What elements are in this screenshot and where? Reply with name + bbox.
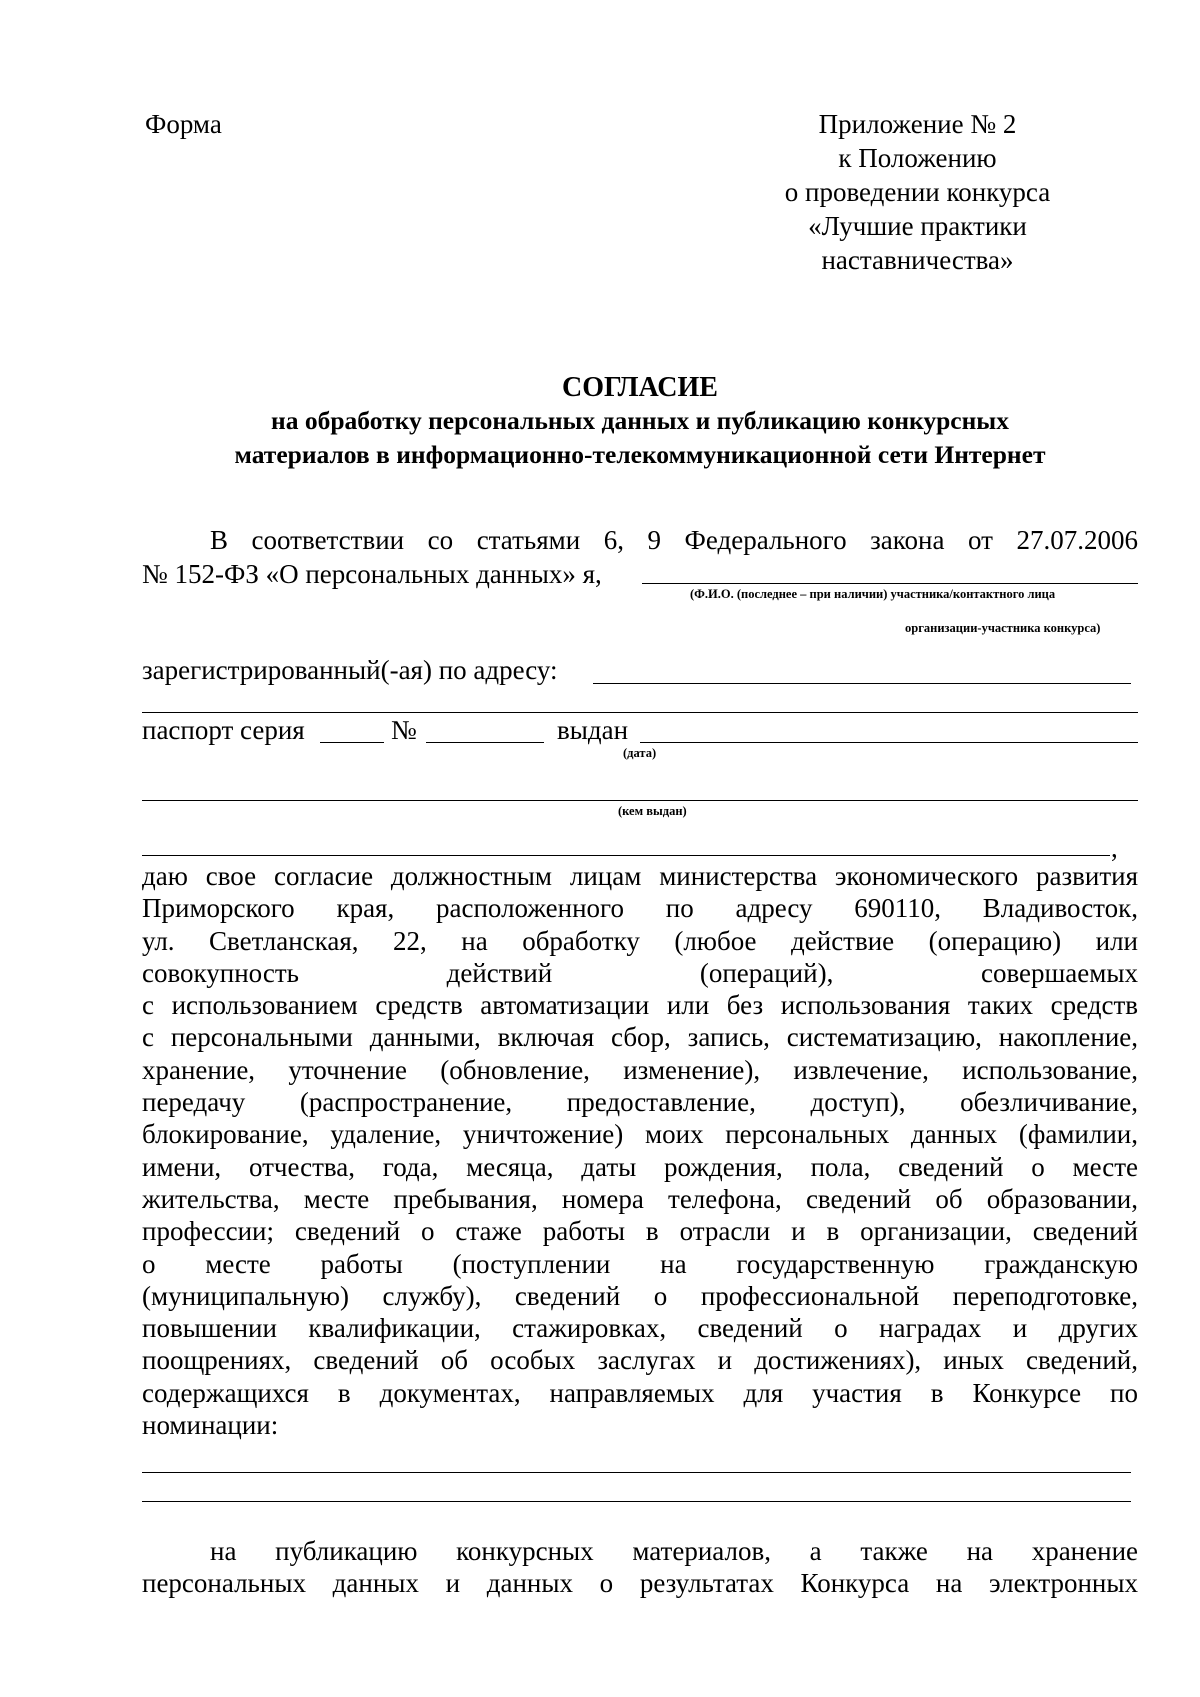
document-subtitle: на обработку персональных данных и публикацию конкурсных (271, 406, 1009, 435)
intro-line: № 152-ФЗ «О персональных данных» я, (142, 559, 602, 589)
consent-line: содержащихся в документах, направляемых для участия в Конкурсе по (142, 1377, 1138, 1408)
nomination-field-line-2[interactable] (142, 1501, 1131, 1502)
nomination-field-line[interactable] (142, 1472, 1131, 1473)
consent-line: с использованием средств автоматизации или без использования таких средств (142, 990, 1138, 1021)
address-label: зарегистрированный(-ая) по адресу: (142, 655, 558, 685)
consent-line: жительства, месте пребывания, номера телефона, сведений об образовании, (142, 1183, 1138, 1214)
passport-date-field[interactable] (640, 742, 1138, 743)
consent-line: блокирование, удаление, уничтожение) моих персональных данных (фамилии, (142, 1119, 1138, 1150)
consent-line: (муниципальную) службу), сведений о профессиональной переподготовке, (142, 1280, 1138, 1311)
annex-line: Приложение № 2 (818, 109, 1017, 139)
passport-number-field[interactable] (426, 742, 544, 743)
consent-line: хранение, уточнение (обновление, изменение), извлечение, использование, (142, 1054, 1138, 1085)
issuer-hint: (кем выдан) (618, 804, 687, 818)
form-label: Форма (145, 109, 222, 139)
consent-line: номинации: (142, 1410, 279, 1441)
consent-line: даю свое согласие должностным лицам министерства экономического развития (142, 861, 1138, 891)
passport-number-label: № (391, 715, 417, 745)
consent-line: ул. Светланская, 22, на обработку (любое действие (операцию) или (142, 925, 1138, 956)
address-field-line[interactable] (593, 683, 1131, 684)
consent-paragraph (142, 860, 1138, 1441)
consent-line: совокупность действий (операций), совершаемых (142, 957, 1138, 988)
address-field-line-2[interactable] (142, 712, 1138, 713)
fio-field-line[interactable] (642, 583, 1138, 584)
comma: , (1111, 833, 1118, 863)
consent-line: Приморского края, расположенного по адресу 690110, Владивосток, (142, 893, 1138, 924)
consent-line: передачу (распространение, предоставление, доступ), обезличивание, (142, 1087, 1138, 1118)
intro-line: В соответствии со статьями 6, 9 Федерального закона от 27.07.2006 (210, 525, 1138, 555)
document-title: СОГЛАСИЕ (562, 372, 718, 403)
consent-line: поощрениях, сведений об особых заслугах и достижениях), иных сведений, (142, 1345, 1138, 1376)
issuer-field-line-2[interactable] (142, 855, 1110, 856)
passport-series-field[interactable] (320, 742, 384, 743)
consent-line: с персональными данными, включая сбор, запись, систематизацию, накопление, (142, 1022, 1138, 1053)
passport-series-label: паспорт серия (142, 715, 305, 745)
fio-hint: (Ф.И.О. (последнее – при наличии) участника/контактного лица (690, 587, 1056, 601)
passport-issued-label: выдан (557, 715, 629, 745)
annex-line: к Положению (838, 143, 997, 173)
consent-line: профессии; сведений о стаже работы в отрасли и в организации, сведений (142, 1216, 1138, 1247)
annex-line: «Лучшие практики (808, 211, 1027, 241)
date-hint: (дата) (623, 746, 657, 760)
consent-line: имени, отчества, года, месяца, даты рождения, пола, сведений о месте (142, 1151, 1138, 1182)
annex-line: наставничества» (821, 245, 1014, 275)
annex-line: о проведении конкурса (784, 177, 1051, 207)
issuer-field-line[interactable] (142, 800, 1138, 801)
publication-line: на публикацию конкурсных материалов, а также на хранение (210, 1536, 1138, 1566)
consent-line: повышении квалификации, стажировках, сведений о наградах и других (142, 1313, 1138, 1344)
consent-line: о месте работы (поступлении на государственную гражданскую (142, 1248, 1138, 1279)
publication-line: персональных данных и данных о результатах Конкурса на электронных (142, 1568, 1138, 1598)
annex-block (770, 108, 1065, 278)
document-subtitle: материалов в информационно-телекоммуникационной сети Интернет (234, 440, 1046, 469)
fio-hint: организации-участника конкурса) (905, 621, 1101, 635)
